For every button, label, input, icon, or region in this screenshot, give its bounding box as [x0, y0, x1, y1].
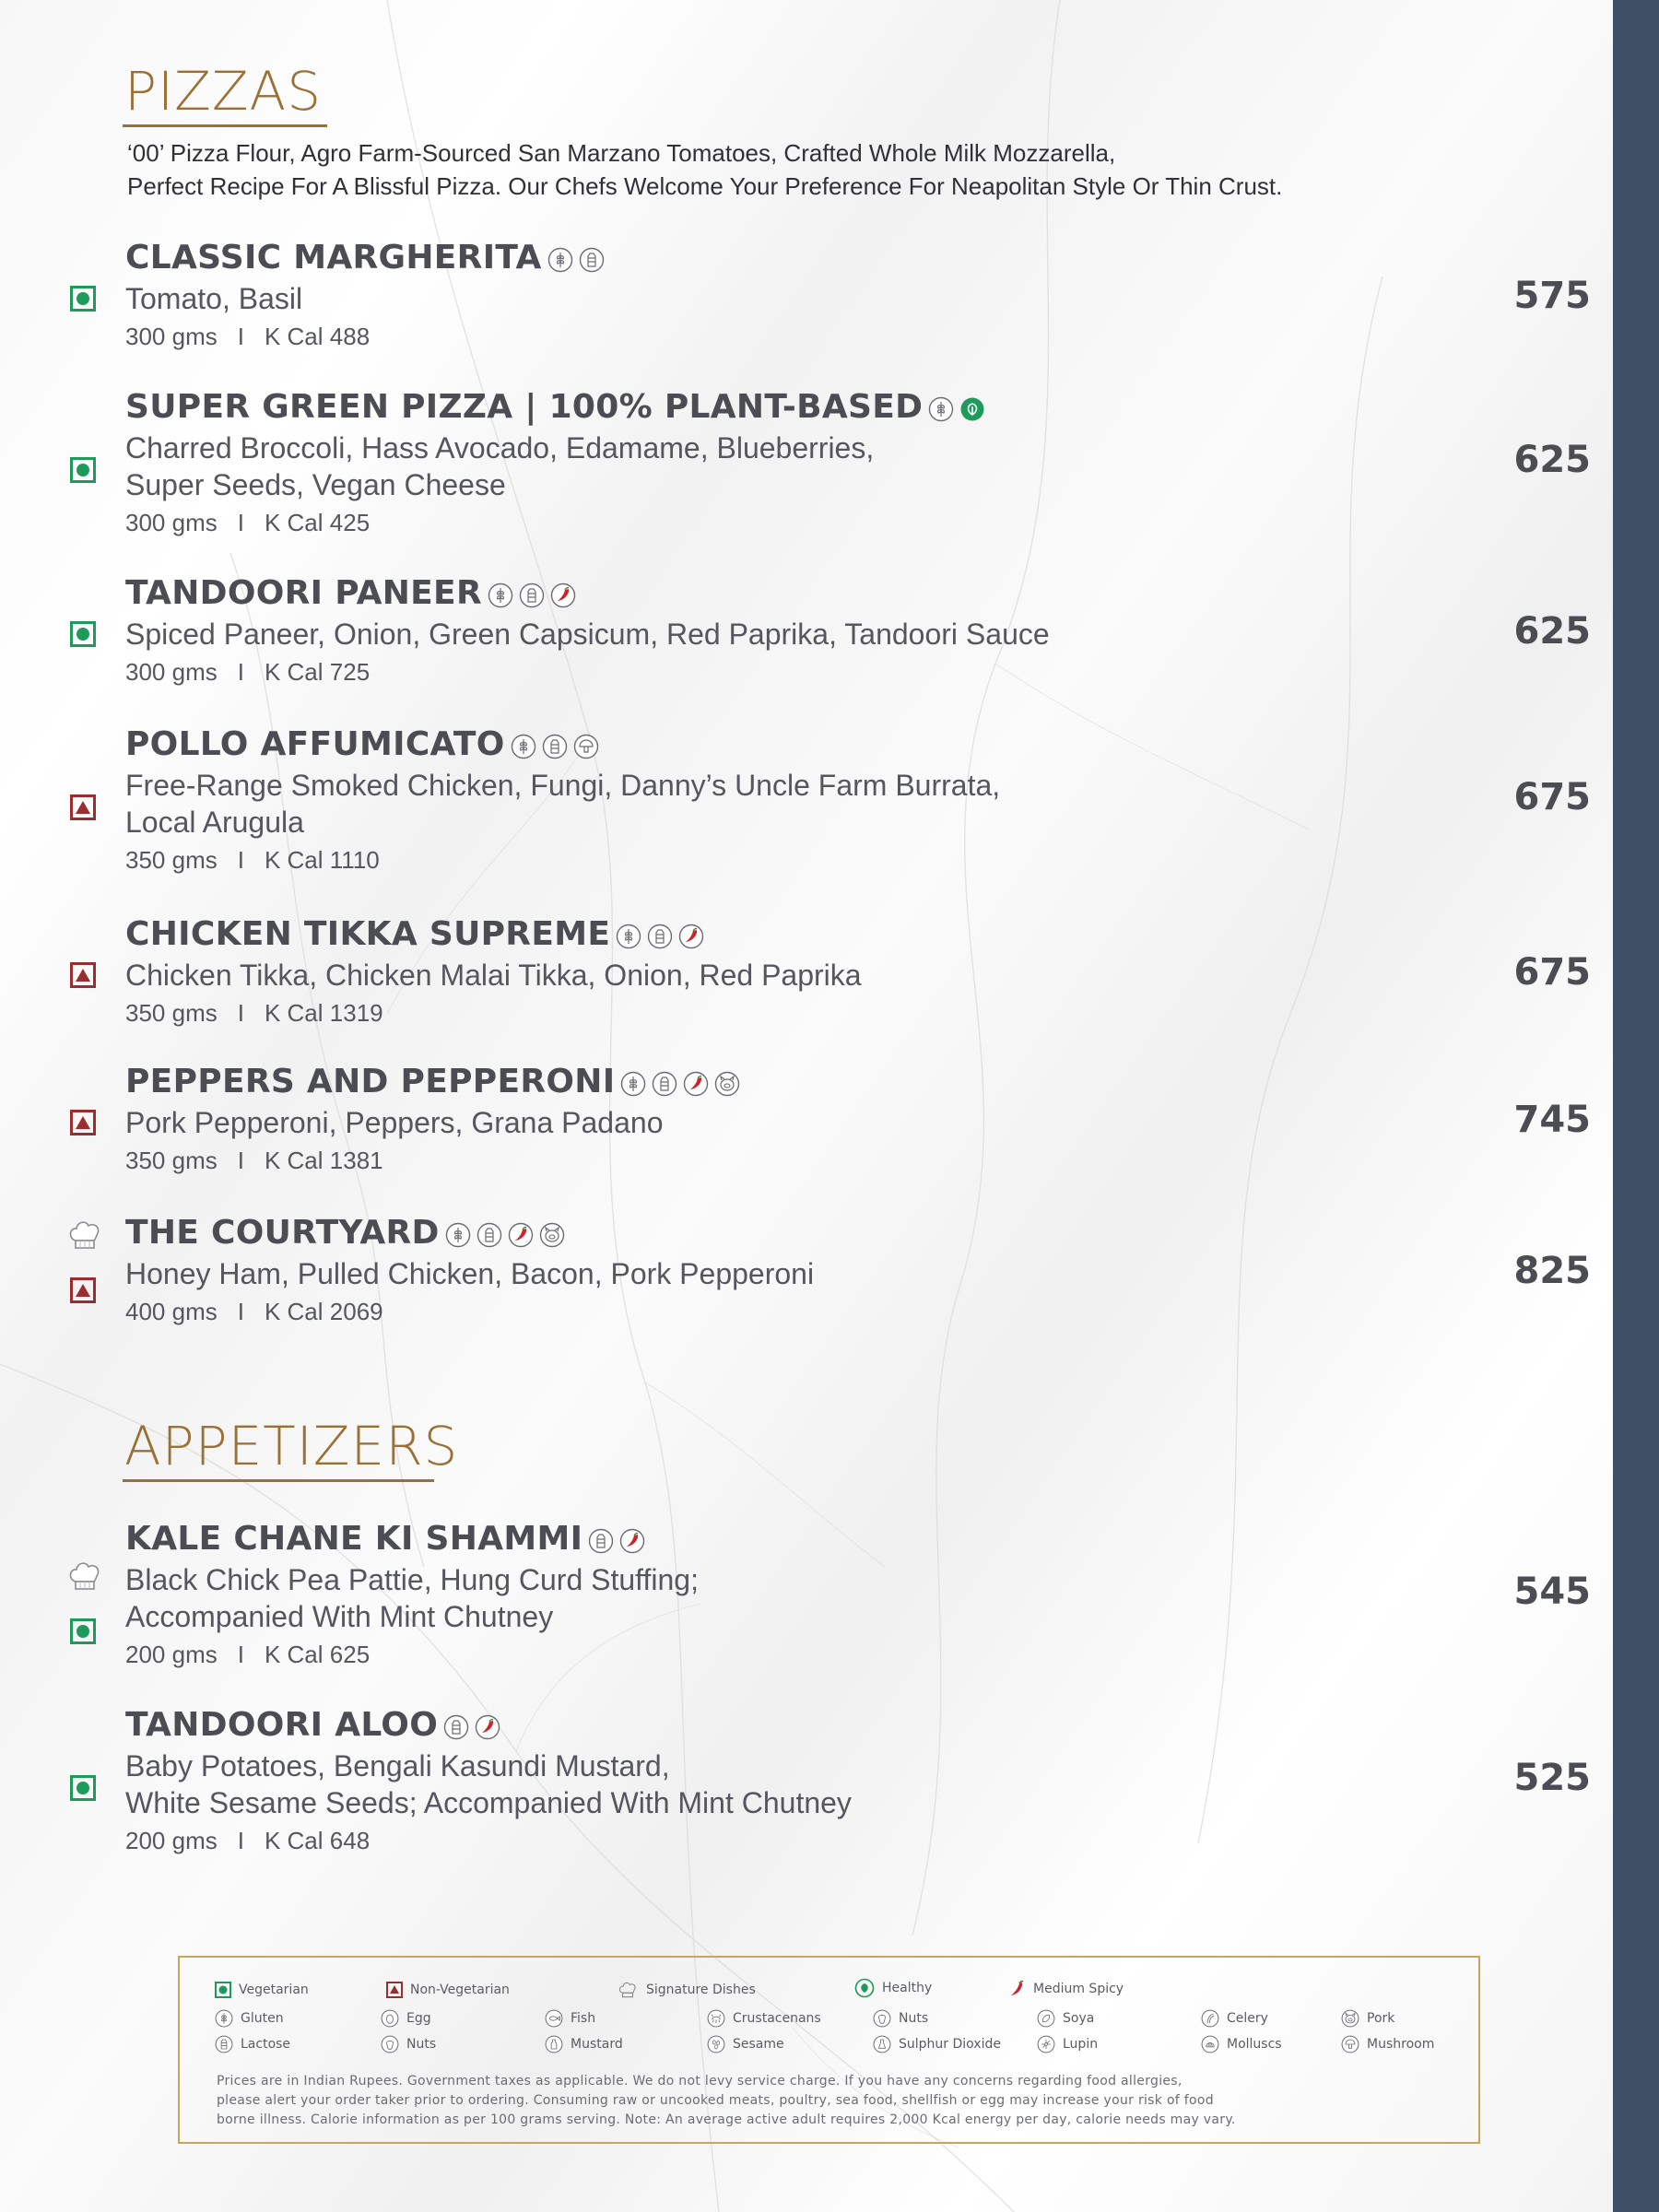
mushroom-icon [573, 729, 599, 755]
lactose-icon [215, 2035, 233, 2053]
item-price: 525 [1513, 1757, 1591, 1799]
lactose-icon [652, 1066, 677, 1092]
allergen-icons [547, 242, 605, 268]
lactose-icon [647, 919, 673, 945]
section-underline-appetizers [123, 1479, 434, 1482]
veg-mark-icon [70, 286, 96, 312]
legend-signature: Signature Dishes [617, 1980, 756, 2000]
legend-allergen: Crustacenans [707, 2009, 821, 2028]
legend-medium-spicy: Medium Spicy [1007, 1980, 1124, 1998]
chilli-icon [1007, 1980, 1026, 1998]
sesame-icon [707, 2035, 725, 2053]
item-description: Chicken Tikka, Chicken Malai Tikka, Onion, Red Paprika [125, 959, 862, 992]
egg-icon [381, 2009, 399, 2028]
legend-allergen: Egg [381, 2009, 431, 2028]
legend-allergen: Nuts [873, 2009, 928, 2028]
item-name: CLASSIC MARGHERITA [125, 238, 1591, 278]
allergen-icons [588, 1524, 645, 1549]
item-description: Charred Broccoli, Hass Avocado, Edamame, Blueberries, Super Seeds, Vegan Cheese [125, 431, 875, 501]
item-name: THE COURTYARD [125, 1213, 1591, 1253]
menu-item [125, 1213, 1591, 1327]
nonveg-mark-icon [70, 794, 96, 820]
chef-hat-icon [66, 1217, 103, 1253]
spicy-icon [475, 1710, 500, 1735]
sulphur-icon [873, 2035, 891, 2053]
item-price: 825 [1513, 1250, 1591, 1292]
item-name: POLLO AFFUMICATO [125, 724, 1591, 765]
nonveg-mark-icon [70, 962, 96, 988]
item-meta: 400 gms I K Cal 2069 [125, 1298, 383, 1325]
healthy-icon [854, 1978, 875, 1998]
celery-icon [1201, 2009, 1219, 2028]
menu-item [125, 573, 1591, 688]
section-title-pizzas: PIZZAS [124, 60, 323, 123]
item-meta: 200 gms I K Cal 625 [125, 1641, 371, 1668]
legend-non-vegetarian: Non-Vegetarian [386, 1982, 510, 1998]
item-price: 675 [1513, 951, 1591, 994]
legend-allergen: Mustard [545, 2035, 623, 2053]
menu-item [125, 1062, 1591, 1176]
item-description: Pork Pepperoni, Peppers, Grana Padano [125, 1106, 664, 1139]
gluten-icon [488, 578, 513, 604]
lactose-icon [588, 1524, 614, 1549]
item-price: 545 [1513, 1571, 1591, 1613]
item-meta: 350 gms I K Cal 1381 [125, 1147, 383, 1174]
mushroom-icon [1341, 2035, 1359, 2053]
legend-vegetarian: Vegetarian [215, 1982, 309, 1998]
gluten-icon [215, 2009, 233, 2028]
veg-mark-icon [70, 1775, 96, 1801]
item-name: CHICKEN TIKKA SUPREME [125, 914, 1591, 955]
legend-allergen: Lactose [215, 2035, 290, 2053]
allergen-icons [620, 1066, 740, 1092]
pork-icon [714, 1066, 740, 1092]
spicy-icon [678, 919, 704, 945]
gluten-icon [547, 242, 573, 268]
legend-box [178, 1956, 1480, 2144]
item-description: Honey Ham, Pulled Chicken, Bacon, Pork Pepperoni [125, 1257, 815, 1290]
lactose-icon [443, 1710, 469, 1735]
item-name: TANDOORI PANEER [125, 573, 1591, 614]
legend-allergen: Pork [1341, 2009, 1394, 2028]
allergen-icons [488, 578, 576, 604]
gluten-icon [511, 729, 536, 755]
gluten-icon [616, 919, 641, 945]
item-description: Spiced Paneer, Onion, Green Capsicum, Red Paprika, Tandoori Sauce [125, 618, 1050, 651]
legend-allergen: Celery [1201, 2009, 1268, 2028]
fish-icon [545, 2009, 563, 2028]
gluten-icon [928, 392, 954, 418]
allergen-icons [443, 1710, 500, 1735]
lactose-icon [519, 578, 545, 604]
spicy-icon [550, 578, 576, 604]
item-price: 625 [1513, 439, 1591, 481]
nonveg-mark-icon [386, 1982, 403, 1998]
veg-mark-icon [70, 457, 96, 483]
item-meta: 350 gms I K Cal 1110 [125, 846, 380, 874]
veg-mark-icon [70, 621, 96, 647]
item-meta: 350 gms I K Cal 1319 [125, 999, 383, 1027]
menu-item [125, 914, 1591, 1029]
crustacean-icon [707, 2009, 725, 2028]
spicy-icon [508, 1218, 534, 1243]
legend-allergen: Lupin [1037, 2035, 1098, 2053]
legend-allergen: Sesame [707, 2035, 784, 2053]
lactose-icon [477, 1218, 502, 1243]
right-color-bar [1613, 0, 1659, 2212]
legend-allergen: Molluscs [1201, 2035, 1282, 2053]
mustard-icon [545, 2035, 563, 2053]
veg-mark-icon [70, 1618, 96, 1644]
legend-healthy: Healthy [854, 1978, 932, 1998]
allergen-icons [511, 729, 599, 755]
spicy-icon [619, 1524, 645, 1549]
item-name: TANDOORI ALOO [125, 1705, 1591, 1746]
chef-hat-icon [66, 1558, 103, 1594]
lactose-icon [579, 242, 605, 268]
mollusc-icon [1201, 2035, 1219, 2053]
menu-item [125, 1519, 1591, 1670]
item-price: 625 [1513, 610, 1591, 653]
chef-hat-icon [617, 1980, 639, 2000]
gluten-icon [445, 1218, 471, 1243]
item-price: 675 [1513, 776, 1591, 818]
item-name: KALE CHANE KI SHAMMI [125, 1519, 1591, 1559]
nuts-icon [873, 2009, 891, 2028]
legend-note: Prices are in Indian Rupees. Government taxes as applicable. We do not levy service charge. If you have any concerns regarding food allergies, please alert your order taker prior to ordering. Consuming raw or uncooked meats, poultry, sea food, shellfish or egg may increase your risk of food borne illness. Calorie information as per 100 grams serving. Note: An average active adult requires 2,000 Kcal energy per day, calorie needs may vary. [217, 2074, 1236, 2127]
legend-allergen: Soya [1037, 2009, 1094, 2028]
item-description: Free-Range Smoked Chicken, Fungi, Danny’s Uncle Farm Burrata, Local Arugula [125, 769, 1001, 839]
nuts-icon [381, 2035, 399, 2053]
menu-item [125, 724, 1591, 876]
gluten-icon [620, 1066, 646, 1092]
item-price: 575 [1513, 275, 1591, 317]
legend-allergen: Nuts [381, 2035, 436, 2053]
allergen-icons [616, 919, 704, 945]
pizzas-intro: ‘00’ Pizza Flour, Agro Farm-Sourced San Marzano Tomatoes, Crafted Whole Milk Mozzarella, Perfect Recipe For A Blissful Pizza. Our Chefs Welcome Your Preference For Neapolitan Style Or Thin Crust. [127, 139, 1283, 200]
healthy-icon [959, 392, 985, 418]
section-title-appetizers: APPETIZERS [124, 1415, 459, 1477]
item-meta: 300 gms I K Cal 425 [125, 509, 371, 536]
legend-allergen: Sulphur Dioxide [873, 2035, 1001, 2053]
item-name: PEPPERS AND PEPPERONI [125, 1062, 1591, 1102]
allergen-icons [445, 1218, 565, 1243]
legend-allergen: Mushroom [1341, 2035, 1434, 2053]
menu-item [125, 387, 1591, 538]
lupin-icon [1037, 2035, 1055, 2053]
item-price: 745 [1513, 1099, 1591, 1141]
pork-icon [1341, 2009, 1359, 2028]
section-underline-pizzas [123, 124, 327, 127]
spicy-icon [683, 1066, 709, 1092]
lactose-icon [542, 729, 568, 755]
item-meta: 200 gms I K Cal 648 [125, 1827, 371, 1854]
item-meta: 300 gms I K Cal 488 [125, 323, 371, 350]
item-description: Tomato, Basil [125, 282, 303, 315]
veg-mark-icon [215, 1982, 231, 1998]
nonveg-mark-icon [70, 1110, 96, 1135]
item-name: SUPER GREEN PIZZA | 100% PLANT-BASED [125, 387, 1591, 428]
allergen-icons [928, 392, 985, 418]
pork-icon [539, 1218, 565, 1243]
soya-icon [1037, 2009, 1055, 2028]
menu-item [125, 238, 1591, 352]
item-description: Baby Potatoes, Bengali Kasundi Mustard, White Sesame Seeds; Accompanied With Mint Chutney [125, 1749, 852, 1819]
menu-item [125, 1705, 1591, 1856]
legend-allergen: Fish [545, 2009, 595, 2028]
legend-allergen: Gluten [215, 2009, 284, 2028]
item-description: Black Chick Pea Pattie, Hung Curd Stuffing; Accompanied With Mint Chutney [125, 1563, 699, 1633]
item-meta: 300 gms I K Cal 725 [125, 658, 371, 686]
nonveg-mark-icon [70, 1277, 96, 1303]
